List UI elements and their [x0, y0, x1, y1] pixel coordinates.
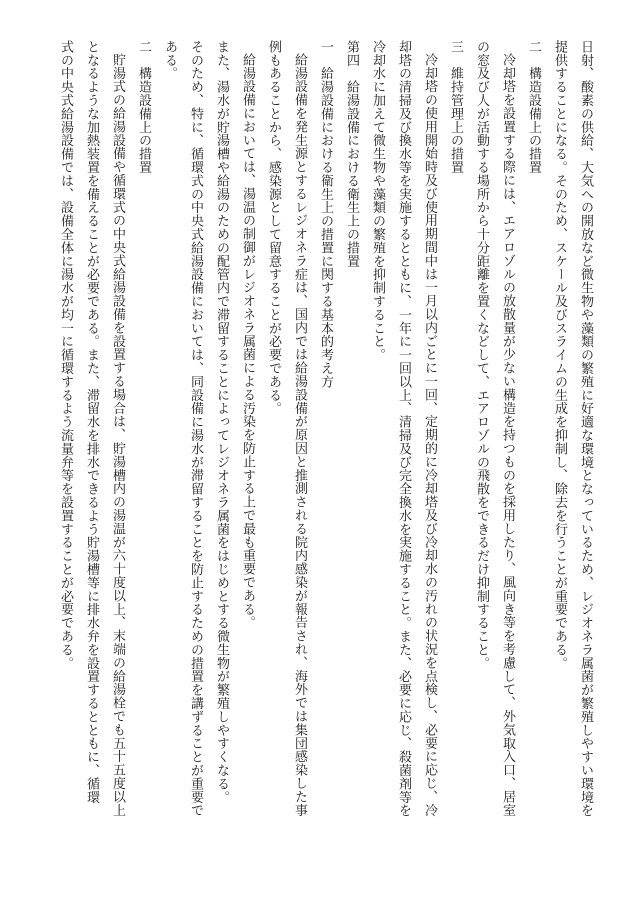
text-line-8: 却塔の清掃及び換水等を実施するとともに、一年に一回以上、清掃及び完全換水を実施すること。また、必要に応じ、殺菌剤等を: [396, 40, 411, 818]
chapter-heading-4: 第四 給湯設備における衛生上の措置: [344, 40, 359, 268]
text-line-4: 冷却塔を設置する際には、エアロゾルの放散量が少ない構造を持つものを採用したり、風向き等を考慮して、外気取入口、居室: [500, 53, 515, 817]
text-line-19: 貯湯式の給湯設備や循環式の中央式給湯設備を設置する場合は、貯湯槽内の湯温が六十度以上、末端の給湯栓でも五十五度以上: [110, 53, 125, 817]
text-line-13: 例もあることから、感染源として留意することが必要である。: [266, 40, 281, 416]
section-heading-basic-concept: 一 給湯設備における衛生上の措置に関する基本的考え方: [318, 40, 333, 389]
text-line-16: そのため、特に、循環式の中央式給湯設備においては、同設備に湯水が滞留することを防止するための措置を講ずることが重要で: [188, 40, 203, 818]
section-heading-structure-2: 二 構造設備上の措置: [136, 40, 151, 174]
text-line-17: ある。: [162, 40, 177, 81]
text-line-1: 日射、酸素の供給、大気への開放など微生物や藻類の繁殖に好適な環境となっているため、レジオネラ属菌が繁殖しやすい環境を: [578, 40, 593, 818]
text-line-5: の窓及び人が活動する場所から十分距離を置くなどして、エアロゾルの飛散をできるだけ抑制すること。: [474, 40, 489, 670]
text-line-14: 給湯設備においては、湯温の制御がレジオネラ属菌による汚染を防止する上で最も重要である。: [240, 53, 255, 630]
text-line-2: 提供することになる。そのため、スケール及びスライムの生成を抑制し、除去を行うことが重要である。: [552, 40, 567, 670]
section-heading-structure: 二 構造設備上の措置: [526, 40, 541, 174]
section-heading-maintenance: 三 維持管理上の措置: [448, 40, 463, 174]
vertical-text-body: [52, 40, 598, 840]
text-line-15: また、湯水が貯湯槽や給湯のための配管内で滞留することによってレジオネラ属菌をはじめとする微生物が繁殖しやすくなる。: [214, 40, 229, 804]
text-line-9: 冷却水に加えて微生物や藻類の繁殖を抑制すること。: [370, 40, 385, 362]
text-line-21: 式の中央式給湯設備では、設備全体に湯水が均一に循環するよう流量弁等を設置することが必要である。: [58, 40, 73, 670]
text-line-12: 給湯設備を発生源とするレジオネラ症は、国内では給湯設備が原因と推測される院内感染が報告され、海外では集団感染した事: [292, 53, 307, 817]
text-line-20: となるような加熱装置を備えることが必要である。また、滞留水を排水できるよう貯湯槽等に排水弁を設置するとともに、循環: [84, 40, 99, 804]
text-line-7: 冷却塔の使用開始時及び使用期間中は一月以内ごとに一回、定期的に冷却塔及び冷却水の汚れの状況を点検し、必要に応じ、冷: [422, 53, 437, 817]
